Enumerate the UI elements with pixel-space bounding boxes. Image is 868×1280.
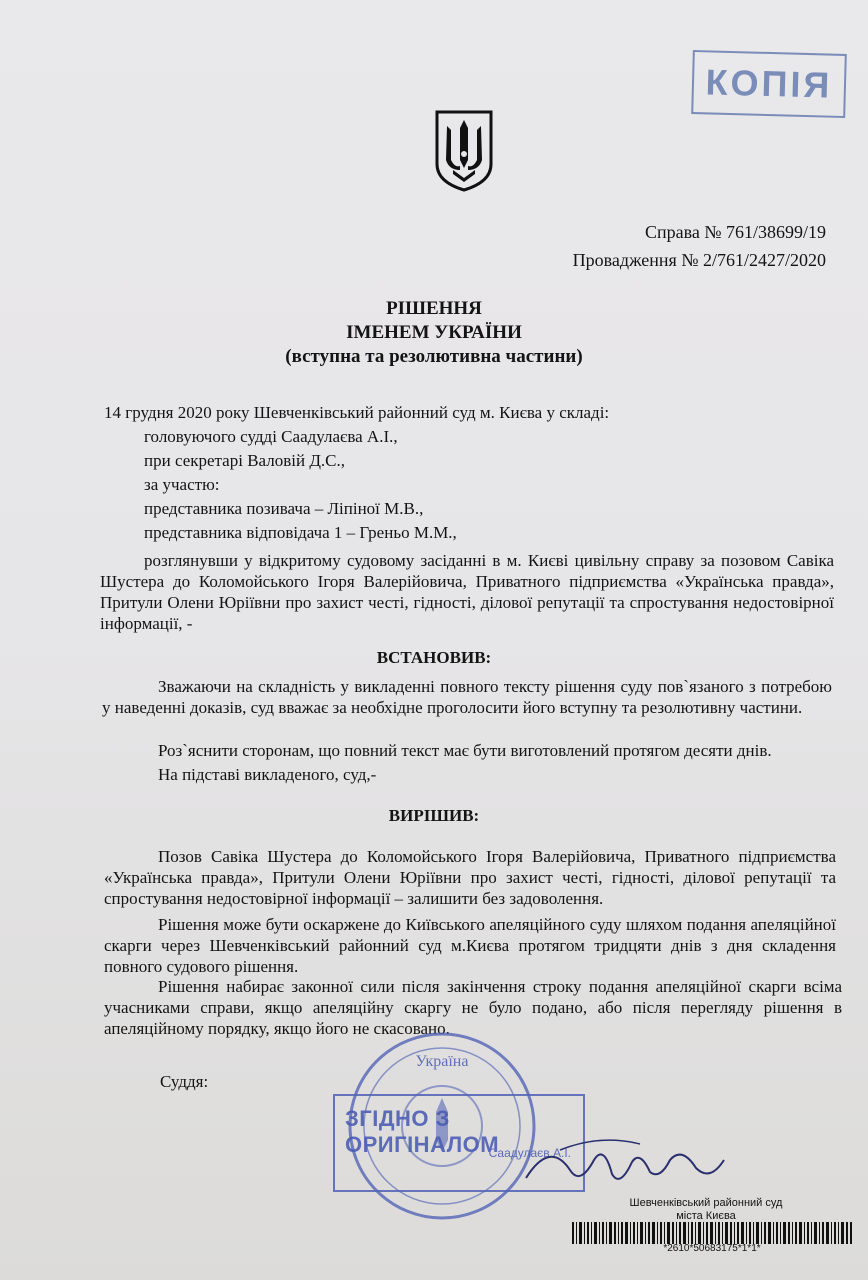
case-number: Справа № 761/38699/19 bbox=[644, 222, 826, 242]
intro-participation: за участю: bbox=[144, 475, 220, 494]
document-title: РІШЕННЯ bbox=[386, 298, 482, 319]
established-heading: ВСТАНОВИВ: bbox=[376, 648, 492, 667]
decided-paragraph-1: Позов Савіка Шустера до Коломойського Ігоря Валерійовича, Приватного підприємства «Українська правда», Притули Олени Юріївни про захист честі, гідності, ділової репутації та спростування недостовірної інформації – залишити без задоволення. bbox=[104, 847, 836, 908]
intro-secretary: при секретарі Валовій Д.С., bbox=[144, 451, 346, 470]
court-name-line-1: Шевченківський районний суд bbox=[629, 1197, 783, 1209]
intro-defendant-rep: представника відповідача 1 – Греньо М.М., bbox=[144, 523, 457, 542]
decided-paragraph-3: Рішення набирає законної сили після закінчення строку подання апеляційної скарги всіма учасниками справи, якщо апеляційну скаргу не було подано, або після перегляду рішення в апеляційному порядку, якщо його не скасовано. bbox=[104, 977, 842, 1038]
certified-copy-text: ЗГІДНО З ОРИГІНАЛОМ bbox=[345, 1106, 500, 1157]
document-subtitle: ІМЕНЕМ УКРАЇНИ bbox=[346, 322, 522, 343]
court-name-label bbox=[606, 1197, 806, 1223]
decided-heading: ВИРІШИВ: bbox=[388, 806, 480, 825]
decided-paragraph-2: Рішення може бути оскаржене до Київського апеляційного суду шляхом подання апеляційної скарги через Шевченківський районний суд м.Києва протягом тридцяти днів з дня складення повного судового рішення. bbox=[104, 915, 836, 976]
established-paragraph-2: Роз`яснити сторонам, що повний текст має бути виготовлений протягом десяти днів. bbox=[158, 741, 772, 760]
barcode-icon bbox=[572, 1222, 852, 1244]
established-paragraph-1: Зважаючи на складність у викладенні повного тексту рішення суду пов`язаного з потребою у наведенні доказів, суд вважає за необхідне проголосити його вступну та резолютивну частини. bbox=[102, 677, 832, 717]
document-parts-note: (вступна та резолютивна частини) bbox=[285, 346, 583, 367]
intro-date-line: 14 грудня 2020 року Шевченківський районний суд м. Києва у складі: bbox=[104, 403, 610, 422]
court-name-line-2: міста Києва bbox=[676, 1210, 736, 1222]
round-stamp-text: Україна bbox=[415, 1053, 469, 1070]
established-paragraph-3: На підставі викладеного, суд,- bbox=[158, 765, 377, 784]
trident-emblem-icon bbox=[433, 108, 495, 194]
intro-plaintiff-rep: представника позивача – Ліпіної М.В., bbox=[144, 499, 424, 518]
judge-signature-label: Суддя: bbox=[160, 1072, 209, 1091]
intro-judge: головуючого судді Саадулаєва А.І., bbox=[144, 427, 398, 446]
proceeding-number: Провадження № 2/761/2427/2020 bbox=[572, 250, 826, 270]
barcode-number: *2610*50683175*1*1* bbox=[663, 1243, 761, 1254]
considered-paragraph: розглянувши у відкритому судовому засіданні в м. Києві цивільну справу за позовом Савіка Шустера до Коломойського Ігоря Валерійовича, Приватного підприємства «Українська правда», Притули Олени Юріївни про захист честі, гідності, ділової репутації та спростування недостовірної інформації, - bbox=[100, 551, 834, 633]
copy-stamp: КОПІЯ bbox=[691, 50, 847, 118]
case-numbers bbox=[573, 218, 826, 274]
certified-judge-name: Саадулаєв А.І. bbox=[488, 1146, 571, 1160]
handwritten-signature-icon bbox=[520, 1130, 730, 1190]
